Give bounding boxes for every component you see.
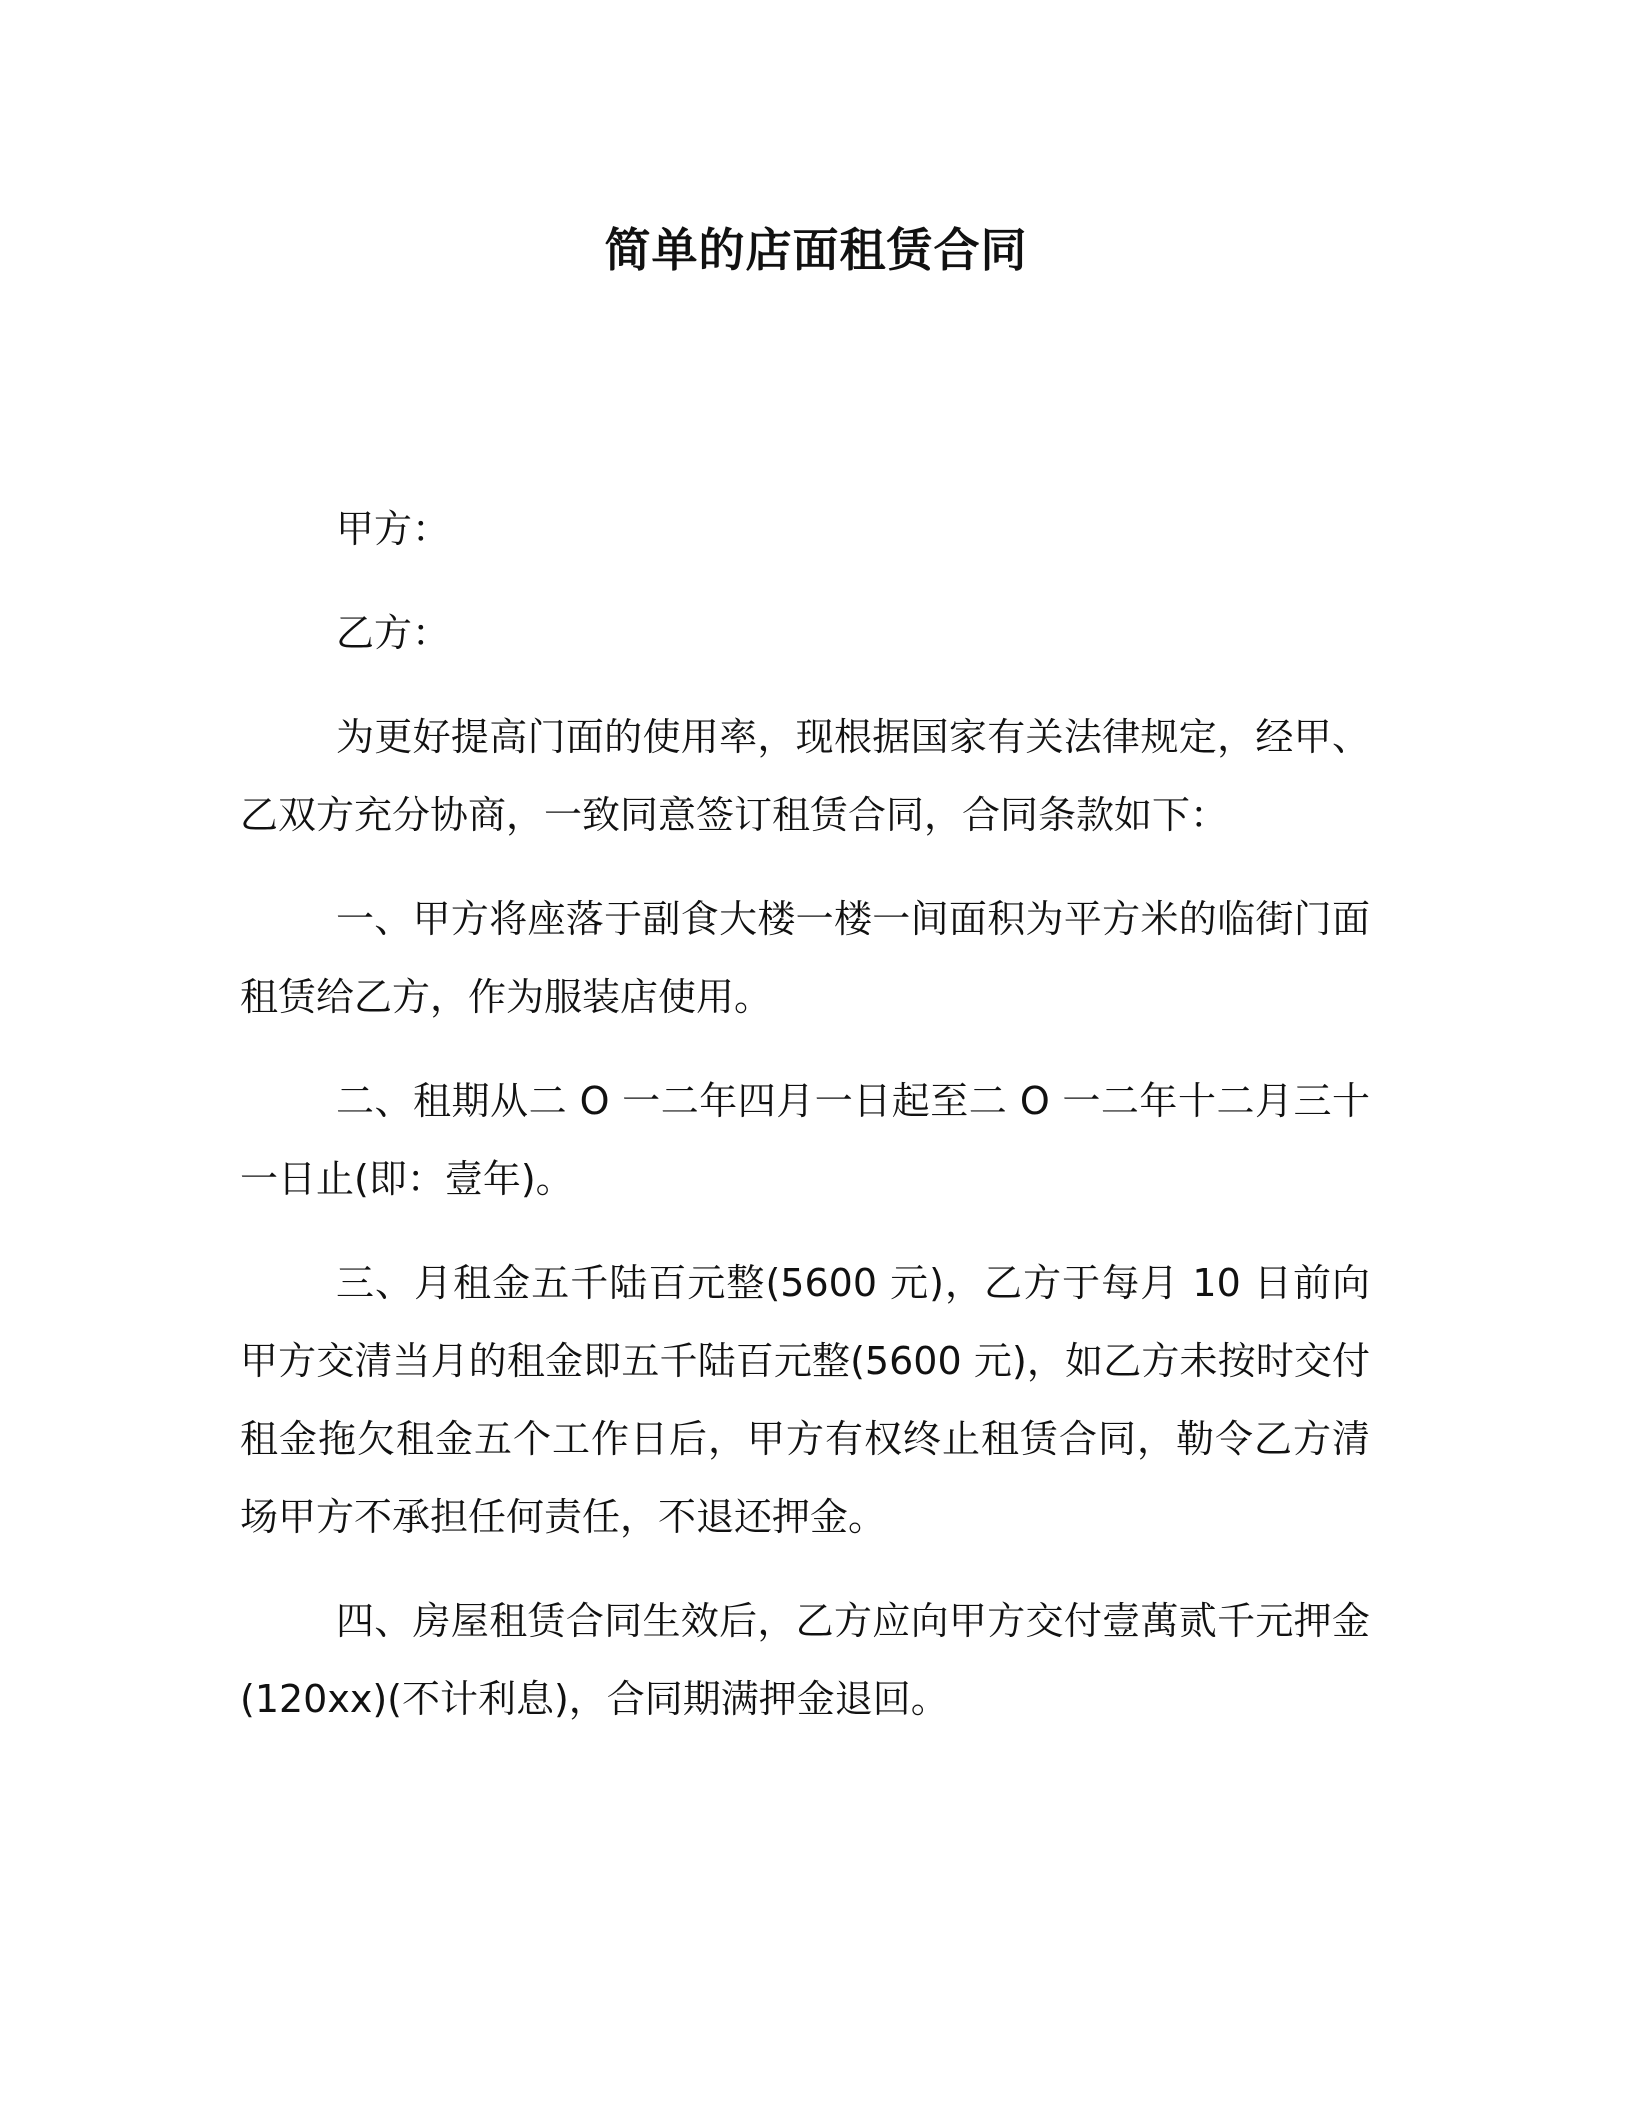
document-body [240,490,1370,1764]
preamble-paragraph: 为更好提高门面的使用率，现根据国家有关法律规定，经甲、乙双方充分协商，一致同意签订租赁合同，合同条款如下： [240,715,1370,837]
clause-2-paragraph: 二、租期从二 O 一二年四月一日起至二 O 一二年十二月三十一日止(即：壹年)。 [240,1079,1370,1201]
clause-1-paragraph: 一、甲方将座落于副食大楼一楼一间面积为平方米的临街门面租赁给乙方，作为服装店使用。 [240,897,1370,1019]
party-a-line: 甲方： [336,507,451,551]
party-b-line: 乙方： [336,611,451,655]
clause-4-paragraph: 四、房屋租赁合同生效后，乙方应向甲方交付壹萬贰千元押金(120xx)(不计利息)，合同期满押金退回。 [240,1599,1370,1721]
clause-3-paragraph: 三、月租金五千陆百元整(5600 元)，乙方于每月 10 日前向甲方交清当月的租金即五千陆百元整(5600 元)，如乙方未按时交付租金拖欠租金五个工作日后，甲方有权终止租赁合同，勒令乙方清场甲方不承担任何责任，不退还押金。 [240,1261,1370,1539]
document-title: 简单的店面租赁合同 [604,223,1028,277]
